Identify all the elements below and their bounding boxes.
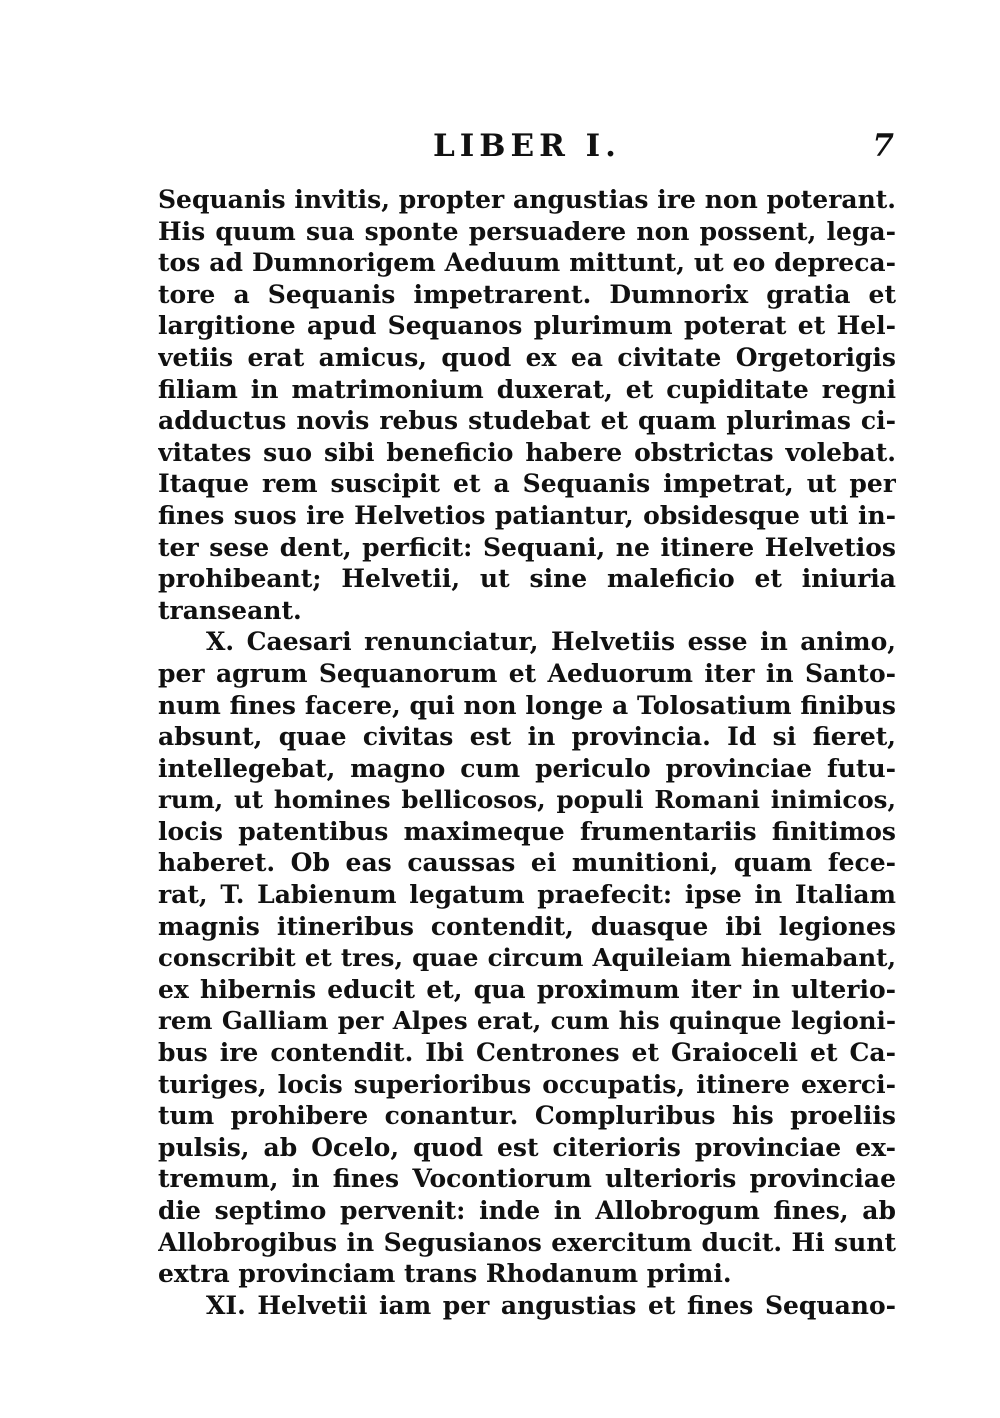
text-line: adductus novis rebus studebat et quam plurimas ci- — [158, 406, 896, 436]
running-title: LIBER I. — [433, 128, 621, 164]
text-line: pulsis, ab Ocelo, quod est citerioris provinciae ex- — [158, 1132, 896, 1162]
text-line: fines suos ire Helvetios patiantur, obsidesque uti in- — [158, 500, 896, 530]
text-line: conscribit et tres, quae circum Aquileiam hiemabant, — [158, 943, 896, 973]
text-line: His quum sua sponte persuadere non possent, lega- — [158, 216, 896, 246]
page-number: 7 — [872, 128, 894, 164]
text-line: largitione apud Sequanos plurimum poterat et Hel- — [158, 311, 896, 341]
text-line: rat, T. Labienum legatum praefecit: ipse in Italiam — [158, 880, 896, 910]
text-line: absunt, quae civitas est in provincia. Id si fieret, — [158, 722, 896, 752]
text-line: tos ad Dumnorigem Aeduum mittunt, ut eo depreca- — [158, 248, 896, 278]
text-line: vetiis erat amicus, quod ex ea civitate Orgetorigis — [158, 342, 896, 372]
section-xi-start: XI. Helvetii iam per angustias et fines Sequano- — [206, 1290, 896, 1320]
text-line: tore a Sequanis impetrarent. Dumnorix gratia et — [158, 279, 896, 309]
text-line: haberet. Ob eas caussas ei munitioni, quam fece- — [158, 848, 896, 878]
text-line: extra provinciam trans Rhodanum primi. — [158, 1259, 732, 1289]
body-text — [158, 184, 896, 1321]
running-head — [158, 128, 896, 172]
text-line: num fines facere, qui non longe a Tolosatium finibus — [158, 690, 896, 720]
text-line: rum, ut homines bellicosos, populi Romani inimicos, — [158, 785, 896, 815]
text-line: Allobrogibus in Segusianos exercitum ducit. Hi sunt — [158, 1227, 896, 1257]
text-line: prohibeant; Helvetii, ut sine maleficio et iniuria — [158, 564, 896, 594]
text-line: tremum, in fines Vocontiorum ulterioris provinciae — [158, 1164, 896, 1194]
text-line: die septimo pervenit: inde in Allobrogum fines, ab — [158, 1196, 896, 1225]
text-line: Itaque rem suscipit et a Sequanis impetrat, ut per — [158, 469, 896, 499]
text-line: vitates suo sibi beneficio habere obstrictas volebat. — [158, 437, 896, 467]
text-line: ex hibernis educit et, qua proximum iter in ulterio- — [158, 974, 896, 1004]
text-line: intellegebat, magno cum periculo provinciae futu- — [158, 753, 896, 783]
section-x-start: X. Caesari renunciatur, Helvetiis esse in animo, — [206, 627, 896, 657]
text-line: tum prohibere conantur. Compluribus his proeliis — [158, 1101, 896, 1131]
text-line: filiam in matrimonium duxerat, et cupiditate regni — [158, 374, 896, 404]
text-line: Sequanis invitis, propter angustias ire non poterant. — [158, 185, 896, 214]
text-line: bus ire contendit. Ibi Centrones et Graioceli et Ca- — [158, 1038, 896, 1068]
text-line: magnis itineribus contendit, duasque ibi legiones — [158, 911, 896, 941]
text-line: per agrum Sequanorum et Aeduorum iter in Santo- — [158, 658, 896, 688]
text-line: transeant. — [158, 595, 302, 625]
text-line: locis patentibus maximeque frumentariis finitimos — [158, 816, 896, 846]
text-line: rem Galliam per Alpes erat, cum his quinque legioni- — [158, 1006, 896, 1036]
text-line: turiges, locis superioribus occupatis, itinere exerci- — [158, 1069, 896, 1099]
text-line: ter sese dent, perficit: Sequani, ne itinere Helvetios — [158, 532, 896, 562]
